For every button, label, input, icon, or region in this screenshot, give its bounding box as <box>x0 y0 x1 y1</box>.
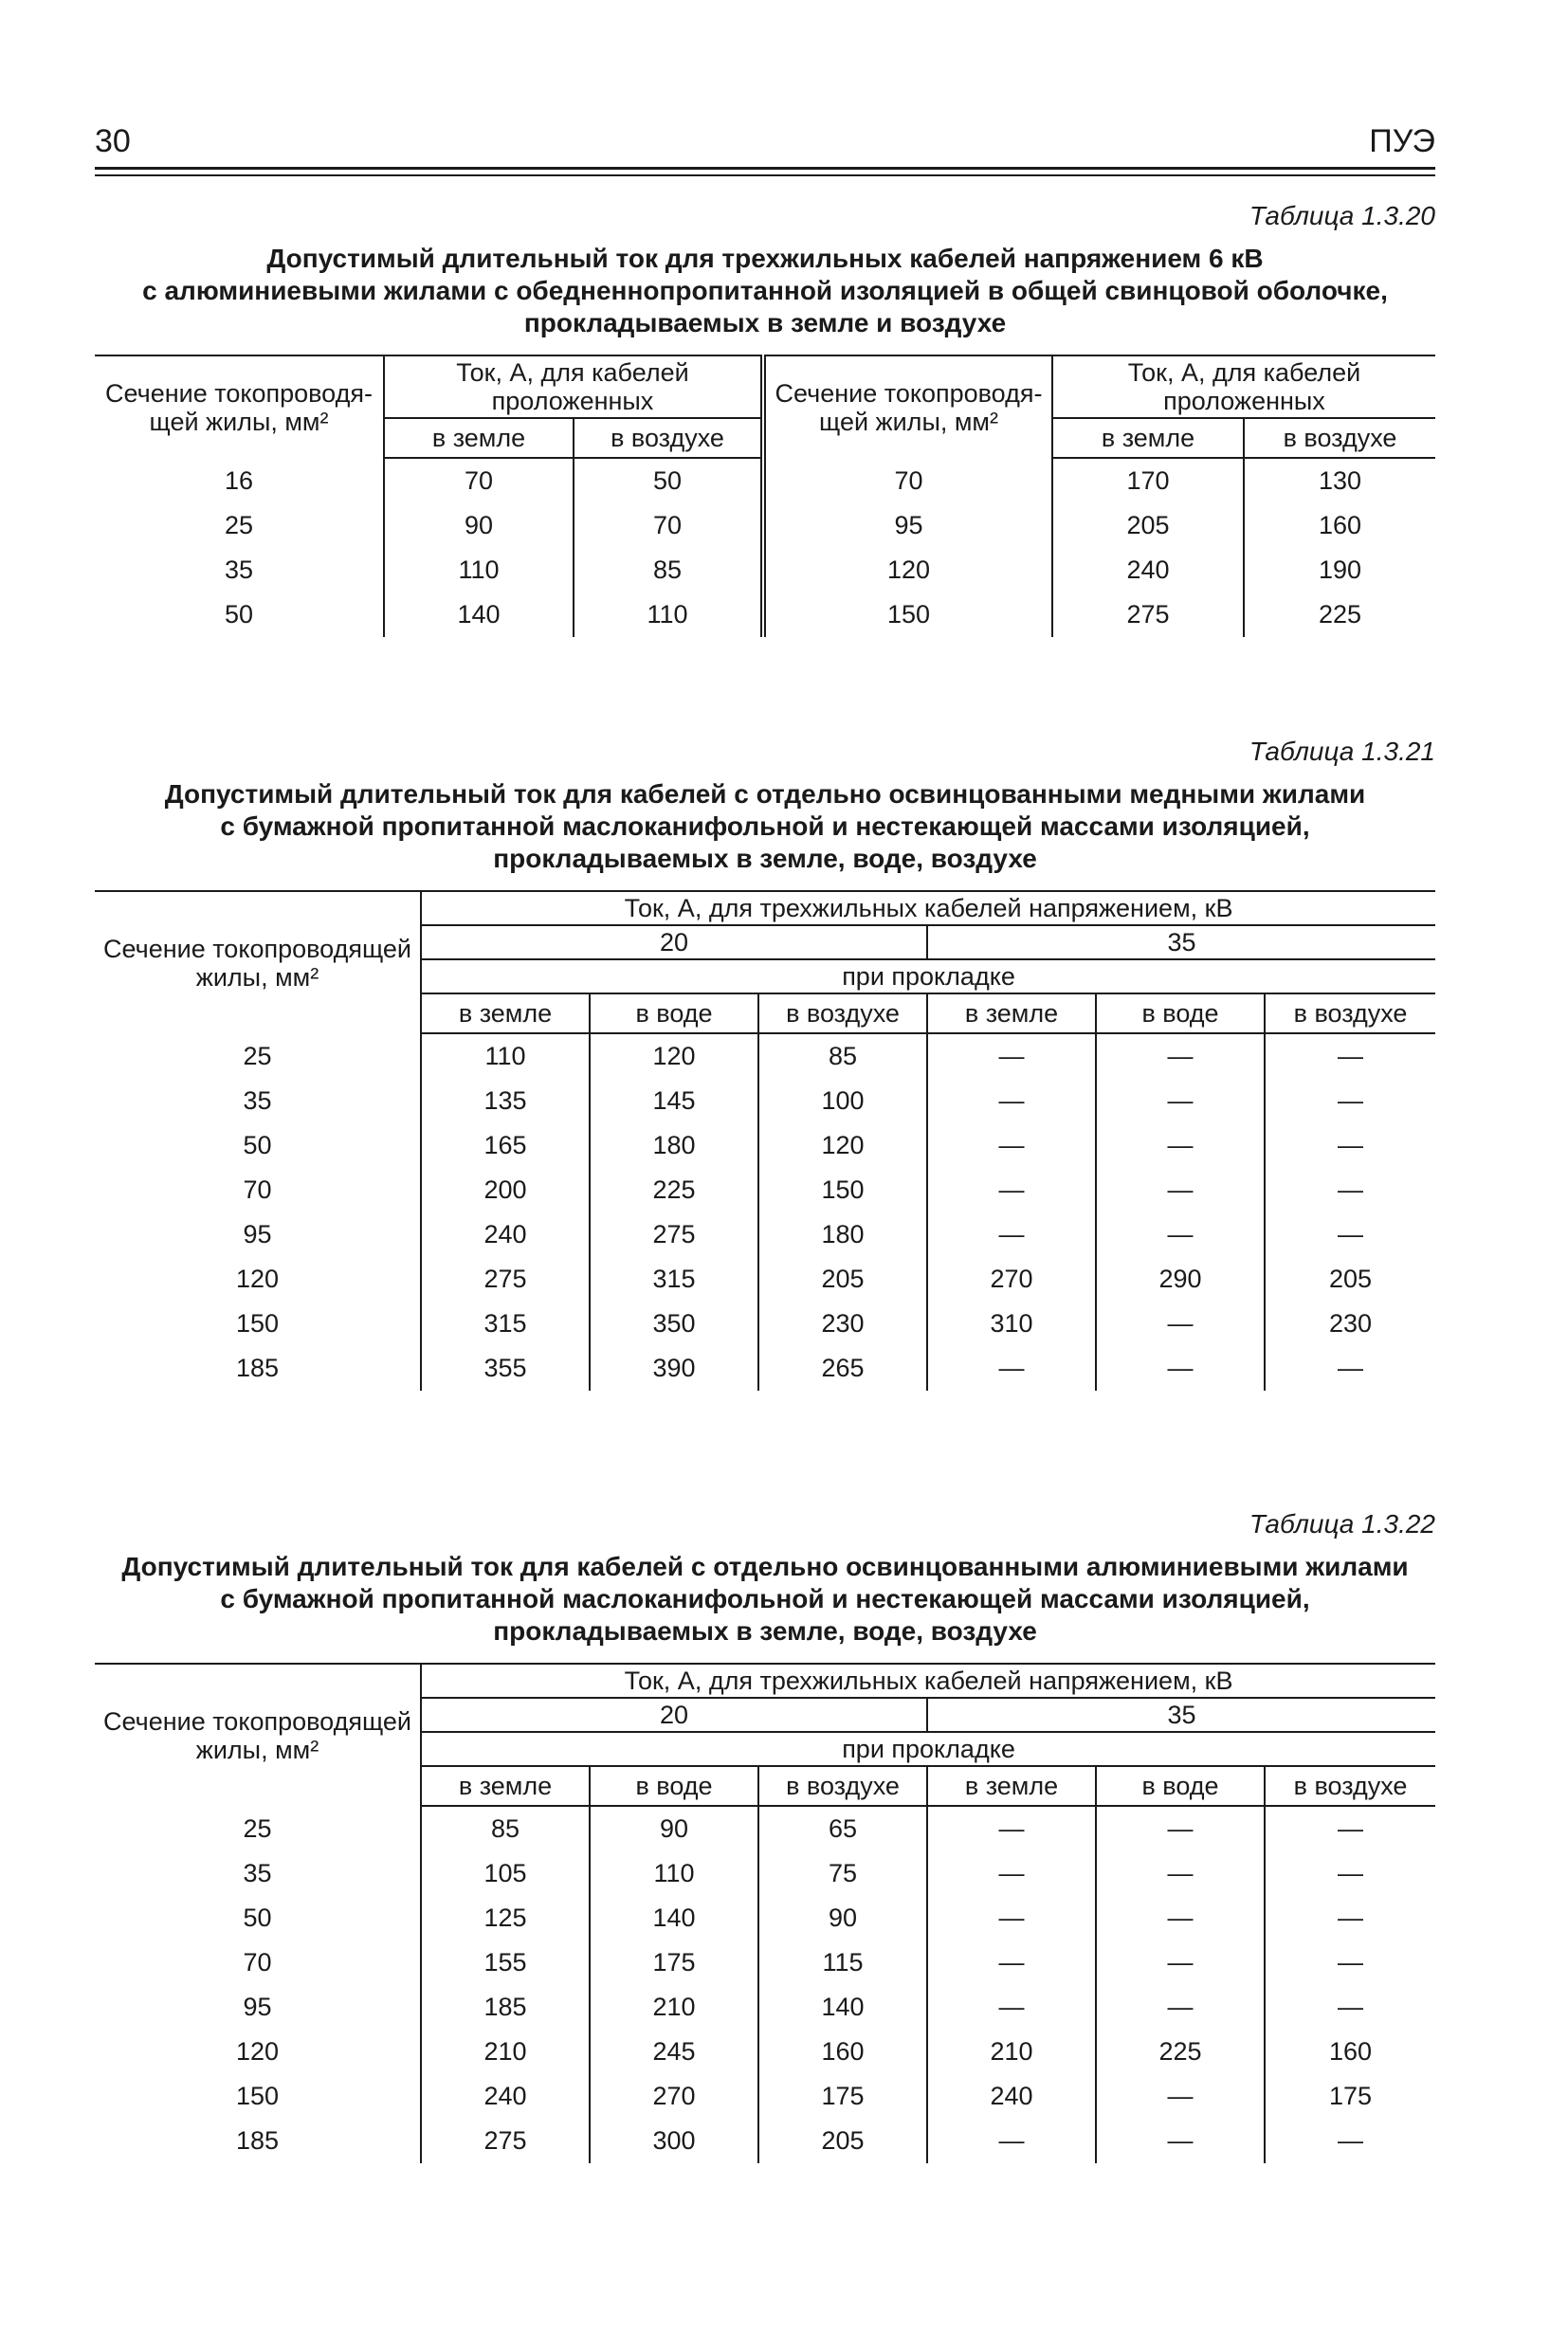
table-cell: 160 <box>758 2030 927 2074</box>
table-cell: — <box>927 1168 1096 1212</box>
column-header-section: Сечение токопроводящей жилы, мм² <box>95 1664 421 1806</box>
table-title-line: с алюминиевыми жилами с обедненнопропитанной изоляцией в общей свинцовой оболочке, <box>142 276 1388 305</box>
column-header-water: в воде <box>590 1766 758 1806</box>
column-header-current: Ток, А, для кабелей проложенных <box>1052 355 1435 418</box>
table-cell: 75 <box>758 1851 927 1896</box>
table-title <box>95 778 1435 875</box>
table-title-line: Допустимый длительный ток для кабелей с отдельно освинцованными медными жилами <box>164 779 1366 809</box>
table-cell: 85 <box>574 548 763 592</box>
table-cell: 65 <box>758 1806 927 1851</box>
table-1-3-21-block <box>95 735 1435 1391</box>
table-cell: 120 <box>235 2037 280 2066</box>
table-1-3-21 <box>95 890 1435 1391</box>
table-cell: 180 <box>590 1123 758 1168</box>
table-cell: 150 <box>758 1168 927 1212</box>
table-cell: 150 <box>763 592 1052 637</box>
table-cell: 175 <box>590 1940 758 1985</box>
column-header-current: Ток, А, для трехжильных кабелей напряжением, кВ <box>421 1664 1435 1698</box>
table-cell: 140 <box>590 1896 758 1940</box>
table-row <box>95 1896 1435 1940</box>
table-cell: 150 <box>235 2082 280 2110</box>
table-cell: 35 <box>224 556 254 584</box>
table-cell: 290 <box>1096 1257 1265 1302</box>
table-number: Таблица 1.3.20 <box>1249 201 1435 230</box>
table-row <box>95 1033 1435 1079</box>
table-cell: 95 <box>243 1993 272 2021</box>
table-cell: 165 <box>421 1123 590 1168</box>
table-cell: 35 <box>243 1086 272 1115</box>
table-cell: — <box>1096 2119 1265 2163</box>
table-cell: 135 <box>421 1079 590 1123</box>
table-cell: 95 <box>763 503 1052 548</box>
table-cell: 120 <box>590 1033 758 1079</box>
table-row <box>95 1851 1435 1896</box>
table-cell: 225 <box>1096 2030 1265 2074</box>
table-cell: — <box>1265 1940 1435 1985</box>
column-header-section: Сечение токопроводящей жилы, мм² <box>95 891 421 1033</box>
table-cell: — <box>1096 1212 1265 1257</box>
table-cell: 90 <box>384 503 574 548</box>
table-cell: 240 <box>421 2074 590 2119</box>
table-number: Таблица 1.3.22 <box>1249 1509 1435 1539</box>
table-number: Таблица 1.3.21 <box>1249 737 1435 766</box>
table-cell: 70 <box>574 503 763 548</box>
table-cell: — <box>927 1806 1096 1851</box>
table-cell: 270 <box>927 1257 1096 1302</box>
table-cell: — <box>927 2119 1096 2163</box>
table-row <box>95 458 1435 503</box>
column-header-air: в воздухе <box>1265 1766 1435 1806</box>
table-row <box>95 1123 1435 1168</box>
table-cell: — <box>1096 1985 1265 2030</box>
column-header-laying: при прокладке <box>421 959 1435 993</box>
column-header-air: в воздухе <box>1244 418 1435 458</box>
table-1-3-20 <box>95 355 1435 637</box>
table-cell: 35 <box>243 1859 272 1887</box>
table-cell: 310 <box>927 1302 1096 1346</box>
table-cell: 210 <box>421 2030 590 2074</box>
table-cell: 85 <box>758 1033 927 1079</box>
table-cell: 175 <box>758 2074 927 2119</box>
column-header-voltage-20: 20 <box>421 925 927 959</box>
table-cell: 90 <box>590 1806 758 1851</box>
table-cell: 25 <box>224 511 254 539</box>
table-cell: — <box>1265 1123 1435 1168</box>
table-cell: 245 <box>590 2030 758 2074</box>
table-cell: 125 <box>421 1896 590 1940</box>
column-header-water: в воде <box>1096 1766 1265 1806</box>
table-cell: 205 <box>758 1257 927 1302</box>
table-cell: 145 <box>590 1079 758 1123</box>
column-header-ground: в земле <box>927 1766 1096 1806</box>
column-header-water: в воде <box>590 993 758 1033</box>
table-cell: 265 <box>758 1346 927 1391</box>
table-cell: 240 <box>927 2074 1096 2119</box>
column-header-voltage-35: 35 <box>927 925 1435 959</box>
column-header-ground: в земле <box>927 993 1096 1033</box>
table-cell: — <box>1096 1168 1265 1212</box>
table-row <box>95 1346 1435 1391</box>
table-row <box>95 592 1435 637</box>
table-cell: 110 <box>421 1033 590 1079</box>
table-cell: 225 <box>590 1168 758 1212</box>
table-cell: 210 <box>927 2030 1096 2074</box>
table-cell: 50 <box>224 600 254 628</box>
table-row <box>95 2074 1435 2119</box>
table-cell: — <box>1096 1851 1265 1896</box>
header-rule <box>95 167 1435 170</box>
table-cell: 210 <box>590 1985 758 2030</box>
table-title-line: с бумажной пропитанной маслоканифольной и нестекающей массами изоляцией, <box>220 811 1310 841</box>
table-cell: 240 <box>421 1212 590 1257</box>
table-cell: — <box>1096 1940 1265 1985</box>
table-cell: — <box>1265 1079 1435 1123</box>
column-header-voltage-35: 35 <box>927 1698 1435 1732</box>
table-title-line: прокладываемых в земле и воздухе <box>523 308 1007 337</box>
table-cell: — <box>927 1123 1096 1168</box>
table-cell: — <box>1096 1123 1265 1168</box>
table-row <box>95 1302 1435 1346</box>
table-title-line: прокладываемых в земле, воде, воздухе <box>493 844 1037 873</box>
table-cell: 230 <box>1265 1302 1435 1346</box>
column-header-air: в воздухе <box>758 993 927 1033</box>
table-cell: — <box>1265 2119 1435 2163</box>
table-cell: 70 <box>763 458 1052 503</box>
column-header-air: в воздухе <box>574 418 763 458</box>
table-row <box>95 1940 1435 1985</box>
table-row <box>95 1168 1435 1212</box>
table-cell: 230 <box>758 1302 927 1346</box>
table-cell: 350 <box>590 1302 758 1346</box>
table-cell: 50 <box>243 1904 272 1932</box>
table-row <box>95 548 1435 592</box>
table-cell: 120 <box>235 1265 280 1293</box>
page-number: 30 <box>95 123 131 159</box>
table-cell: 130 <box>1244 458 1435 503</box>
table-cell: 275 <box>421 1257 590 1302</box>
table-cell: 270 <box>590 2074 758 2119</box>
table-cell: 275 <box>1052 592 1244 637</box>
table-cell: 225 <box>1244 592 1435 637</box>
table-cell: 205 <box>758 2119 927 2163</box>
table-cell: 105 <box>421 1851 590 1896</box>
table-cell: 185 <box>421 1985 590 2030</box>
table-cell: — <box>1265 1806 1435 1851</box>
column-header-ground: в земле <box>1052 418 1244 458</box>
table-1-3-20-block <box>95 199 1435 637</box>
table-cell: 25 <box>243 1813 272 1843</box>
table-cell: 315 <box>421 1302 590 1346</box>
table-cell: 180 <box>758 1212 927 1257</box>
table-cell: 70 <box>243 1948 272 1977</box>
column-header-water: в воде <box>1096 993 1265 1033</box>
column-header-current: Ток, А, для кабелей проложенных <box>384 355 763 418</box>
table-cell: — <box>927 1896 1096 1940</box>
table-row <box>95 1806 1435 1851</box>
table-cell: — <box>1265 1212 1435 1257</box>
table-title-line: Допустимый длительный ток для кабелей с отдельно освинцованными алюминиевыми жилами <box>121 1552 1409 1581</box>
table-cell: 85 <box>421 1806 590 1851</box>
table-cell: — <box>1096 1302 1265 1346</box>
page-header <box>95 123 1435 169</box>
table-title-line: прокладываемых в земле, воде, воздухе <box>493 1616 1037 1646</box>
table-cell: 110 <box>590 1851 758 1896</box>
running-title: ПУЭ <box>1369 123 1435 159</box>
table-cell: 115 <box>758 1940 927 1985</box>
table-cell: 100 <box>758 1079 927 1123</box>
table-cell: — <box>927 1985 1096 2030</box>
column-header-current: Ток, А, для трехжильных кабелей напряжением, кВ <box>421 891 1435 925</box>
table-cell: 300 <box>590 2119 758 2163</box>
table-cell: 275 <box>590 1212 758 1257</box>
table-cell: — <box>1265 1168 1435 1212</box>
table-cell: 50 <box>243 1131 272 1159</box>
table-title <box>95 243 1435 339</box>
column-header-ground: в земле <box>421 1766 590 1806</box>
table-title <box>95 1551 1435 1648</box>
table-row <box>95 1257 1435 1302</box>
table-cell: — <box>1096 2074 1265 2119</box>
table-cell: 205 <box>1265 1257 1435 1302</box>
table-cell: — <box>1096 1806 1265 1851</box>
column-header-ground: в земле <box>421 993 590 1033</box>
header-rule <box>95 174 1435 176</box>
table-cell: 95 <box>243 1220 272 1248</box>
table-cell: 200 <box>421 1168 590 1212</box>
table-cell: 25 <box>243 1041 272 1070</box>
table-cell: 315 <box>590 1257 758 1302</box>
table-title-line: Допустимый длительный ток для трехжильных кабелей напряжением 6 кВ <box>266 244 1264 273</box>
table-cell: — <box>1265 1985 1435 2030</box>
table-cell: 120 <box>758 1123 927 1168</box>
table-cell: 140 <box>758 1985 927 2030</box>
table-cell: — <box>927 1079 1096 1123</box>
table-row <box>95 503 1435 548</box>
column-header-air: в воздухе <box>758 1766 927 1806</box>
table-cell: 70 <box>384 458 574 503</box>
table-row <box>95 1985 1435 2030</box>
table-cell: 70 <box>243 1175 272 1204</box>
table-cell: — <box>1265 1033 1435 1079</box>
table-cell: — <box>927 1346 1096 1391</box>
table-cell: — <box>1096 1033 1265 1079</box>
table-cell: 155 <box>421 1940 590 1985</box>
table-cell: 205 <box>1052 503 1244 548</box>
table-row <box>95 1079 1435 1123</box>
table-cell: 355 <box>421 1346 590 1391</box>
table-cell: — <box>1096 1079 1265 1123</box>
table-cell: — <box>927 1033 1096 1079</box>
table-cell: 240 <box>1052 548 1244 592</box>
table-cell: 170 <box>1052 458 1244 503</box>
column-header-section: Сечение токопроводя-щей жилы, мм² <box>95 355 384 458</box>
table-cell: 190 <box>1244 548 1435 592</box>
table-cell: 390 <box>590 1346 758 1391</box>
table-cell: — <box>927 1851 1096 1896</box>
table-cell: — <box>1096 1896 1265 1940</box>
table-row <box>95 2030 1435 2074</box>
table-cell: 160 <box>1244 503 1435 548</box>
table-cell: 140 <box>384 592 574 637</box>
table-1-3-22-block <box>95 1507 1435 2163</box>
table-cell: — <box>1265 1851 1435 1896</box>
table-cell: — <box>1096 1346 1265 1391</box>
table-cell: — <box>1265 1346 1435 1391</box>
table-row <box>95 1212 1435 1257</box>
table-cell: 150 <box>235 1309 280 1338</box>
table-cell: — <box>1265 1896 1435 1940</box>
table-cell: 160 <box>1265 2030 1435 2074</box>
table-cell: 50 <box>574 458 763 503</box>
column-header-section: Сечение токопроводя-щей жилы, мм² <box>763 355 1052 458</box>
table-cell: 110 <box>384 548 574 592</box>
column-header-ground: в земле <box>384 418 574 458</box>
table-cell: — <box>927 1212 1096 1257</box>
table-cell: 120 <box>763 548 1052 592</box>
table-cell: 16 <box>224 465 254 495</box>
table-cell: 275 <box>421 2119 590 2163</box>
column-header-air: в воздухе <box>1265 993 1435 1033</box>
table-cell: 90 <box>758 1896 927 1940</box>
table-1-3-22 <box>95 1663 1435 2163</box>
table-cell: 185 <box>235 2126 280 2155</box>
table-cell: — <box>927 1940 1096 1985</box>
table-row <box>95 2119 1435 2163</box>
table-title-line: с бумажной пропитанной маслоканифольной и нестекающей массами изоляцией, <box>220 1584 1310 1613</box>
table-cell: 175 <box>1265 2074 1435 2119</box>
table-cell: 185 <box>235 1354 280 1382</box>
table-cell: 110 <box>574 592 763 637</box>
column-header-voltage-20: 20 <box>421 1698 927 1732</box>
column-header-laying: при прокладке <box>421 1732 1435 1766</box>
